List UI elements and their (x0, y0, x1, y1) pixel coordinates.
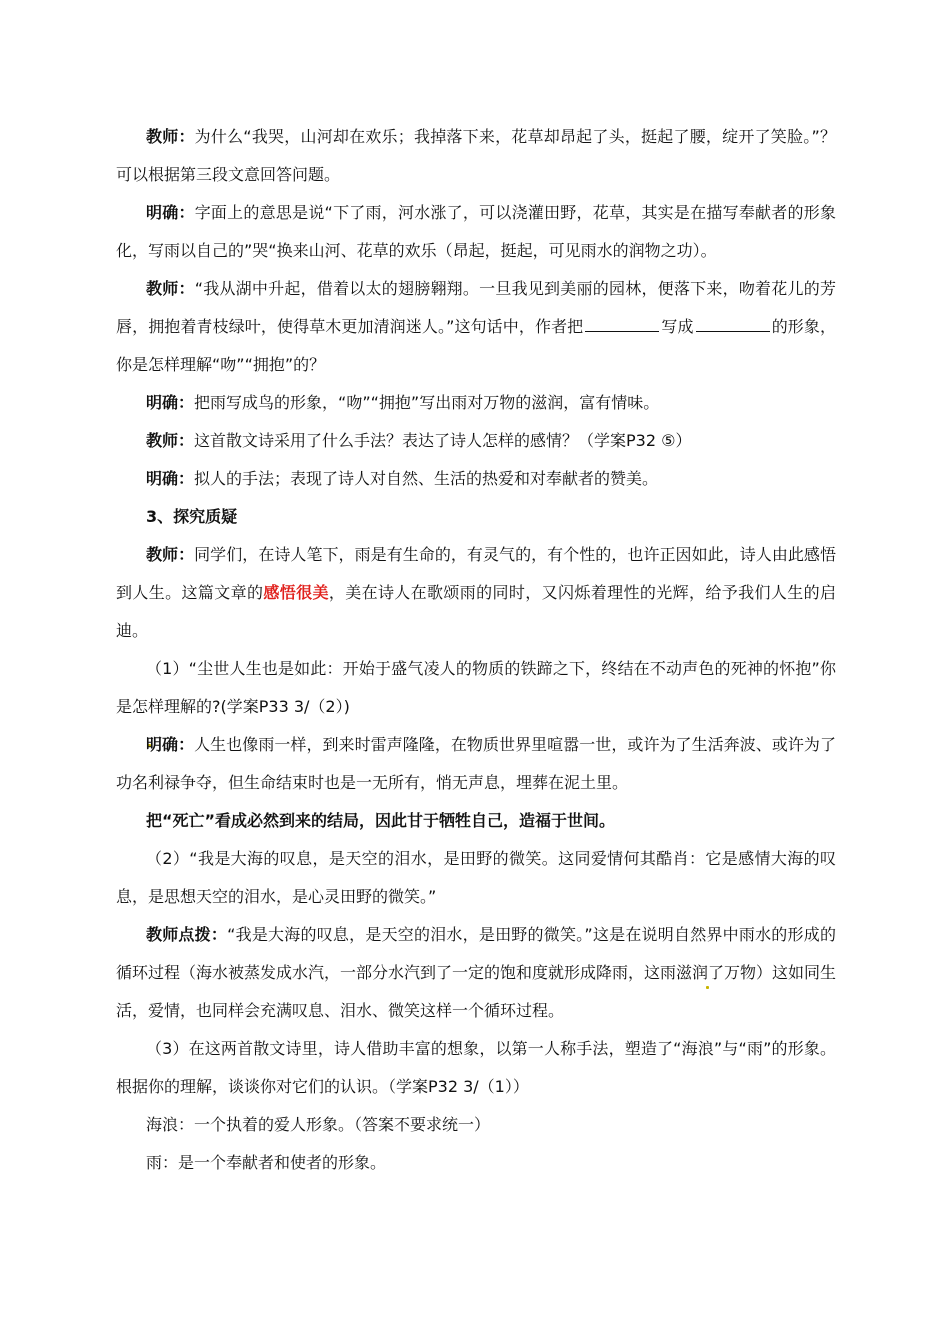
paragraph-text: 写成 (661, 317, 694, 336)
paragraph-teacher-question-1: 教师：为什么“我哭，山河却在欢乐；我掉落下来，花草却昂起了头，挺起了腰，绽开了笑脸。”？可以根据第三段文意回答问题。 (116, 127, 836, 184)
mark-dot (706, 986, 709, 989)
speaker-label: 教师 (146, 431, 179, 450)
paragraph-question-2: （2）“我是大海的叹息，是天空的泪水，是田野的微笑。这同爱情何其酷肖：它是感情大海的叹息，是思想天空的泪水，是心灵田野的微笑。” (116, 849, 836, 906)
paragraph-text: 同学们，在诗人笔下，雨是有生命的，有灵气的，有个性的，也许正因如此，诗人由此感悟到人生。这篇文章的 (116, 545, 836, 602)
speaker-label: 明确 (146, 469, 179, 488)
speaker-label: 教师点拨 (146, 925, 211, 944)
paragraph-text: 人生也像雨一样，到来时雷声隆隆，在物质世界里喧嚣一世，或许为了生活奔波、或许为了功名利禄争夺，但生命结束时也是一无所有，悄无声息，埋葬在泥土里。 (116, 735, 836, 792)
paragraph-answer-3: 明确：拟人的手法；表现了诗人对自然、生活的热爱和对奉献者的赞美。 (146, 469, 659, 488)
paragraph-text: 的形象，你是怎样理解“吻”“拥抱”的？ (116, 317, 836, 374)
speaker-label: 明确 (146, 203, 179, 222)
paragraph-conclusion: 把“死亡”看成必然到来的结局，因此甘于牺牲自己，造福于世间。 (146, 811, 616, 830)
paragraph-teacher-question-3: 教师：这首散文诗采用了什么手法？表达了诗人怎样的感情？（学案P32 ⑤） (146, 431, 692, 450)
fill-blank-2 (696, 315, 770, 332)
paragraph-question-3: （3）在这两首散文诗里，诗人借助丰富的想象，以第一人称手法，塑造了“海浪”与“雨”的形象。根据你的理解，谈谈你对它们的认识。（学案P32 3/（1）） (116, 1039, 836, 1096)
paragraph-question-1: （1）“尘世人生也是如此：开始于盛气凌人的物质的铁蹄之下，终结在不动声色的死神的怀抱”你是怎样理解的?(学案P33 3/（2）) (116, 659, 836, 716)
paragraph-text: 拟人的手法；表现了诗人对自然、生活的热爱和对奉献者的赞美。 (194, 469, 659, 488)
paragraph-text: 把雨写成鸟的形象，“吻”“拥抱”写出雨对万物的滋润，富有情味。 (194, 393, 660, 412)
highlight-text: 感悟很美 (263, 583, 329, 602)
paragraph-answer-wave: 海浪：一个执着的爱人形象。（答案不要求统一） (146, 1115, 491, 1134)
fill-blank-1 (585, 315, 659, 332)
speaker-label: 明确 (146, 393, 179, 412)
paragraph-text: 字面上的意思是说“下了雨，河水涨了，可以浇灌田野，花草，其实是在描写奉献者的形象化，写雨以自己的”哭“换来山河、花草的欢乐（昂起，挺起，可见雨水的润物之功）。 (116, 203, 836, 260)
paragraph-teacher-question-2: 教师：“我从湖中升起，借着以太的翅膀翱翔。一旦我见到美丽的园林，便落下来，吻着花儿的芳唇，拥抱着青枝绿叶，使得草木更加清润迷人。”这句话中，作者把 写成 的形象，你是怎样理解“吻”“拥抱”的？ (116, 279, 836, 374)
paragraph-text: “我是大海的叹息，是天空的泪水，是田野的微笑。”这是在说明自然界中雨水的形成的循环过程（海水被蒸发成水汽，一部分水汽到了一定的饱和度就形成降雨，这雨滋润了万物）这如同生活，爱情，也同样会充满叹息、泪水、微笑这样一个循环过程。 (116, 925, 837, 1020)
paragraph-answer-1: 明确：字面上的意思是说“下了雨，河水涨了，可以浇灌田野，花草，其实是在描写奉献者的形象化，写雨以自己的”哭“换来山河、花草的欢乐（昂起，挺起，可见雨水的润物之功）。 (116, 203, 836, 260)
paragraph-text: “我从湖中升起，借着以太的翅膀翱翔。一旦我见到美丽的园林，便落下来，吻着花儿的芳唇，拥抱着青枝绿叶，使得草木更加清润迷人。”这句话中，作者把 (116, 279, 836, 336)
paragraph-text: 为什么“我哭，山河却在欢乐；我掉落下来，花草却昂起了头，挺起了腰，绽开了笑脸。”？可以根据第三段文意回答问题。 (116, 127, 836, 184)
speaker-label: 教师 (146, 279, 179, 298)
paragraph-teacher-guidance: 教师点拨：“我是大海的叹息，是天空的泪水，是田野的微笑。”这是在说明自然界中雨水的形成的循环过程（海水被蒸发成水汽，一部分水汽到了一定的饱和度就形成降雨，这雨滋润了万物）这如同生活，爱情，也同样会充满叹息、泪水、微笑这样一个循环过程。 (116, 925, 837, 1020)
paragraph-text: ，美在诗人在歌颂雨的同时，又闪烁着理性的光辉，给予我们人生的启迪。 (116, 583, 836, 640)
speaker-label: 教师 (146, 127, 179, 146)
speaker-label: 明确 (146, 735, 179, 754)
paragraph-answer-2: 明确：把雨写成鸟的形象，“吻”“拥抱”写出雨对万物的滋润，富有情味。 (146, 393, 660, 412)
paragraph-text: 这首散文诗采用了什么手法？表达了诗人怎样的感情？（学案P32 ⑤） (194, 431, 692, 450)
paragraph-answer-rain: 雨：是一个奉献者和使者的形象。 (146, 1153, 387, 1172)
paragraph-teacher-intro: 教师：同学们，在诗人笔下，雨是有生命的，有灵气的，有个性的，也许正因如此，诗人由此感悟到人生。这篇文章的感悟很美，美在诗人在歌颂雨的同时，又闪烁着理性的光辉，给予我们人生的启迪。 (116, 545, 836, 640)
paragraph-answer-4: 明确：人生也像雨一样，到来时雷声隆隆，在物质世界里喧嚣一世，或许为了生活奔波、或许为了功名利禄争夺，但生命结束时也是一无所有，悄无声息，埋葬在泥土里。 (116, 735, 836, 792)
section-heading: 3、探究质疑 (146, 507, 238, 526)
speaker-label: 教师 (146, 545, 179, 564)
